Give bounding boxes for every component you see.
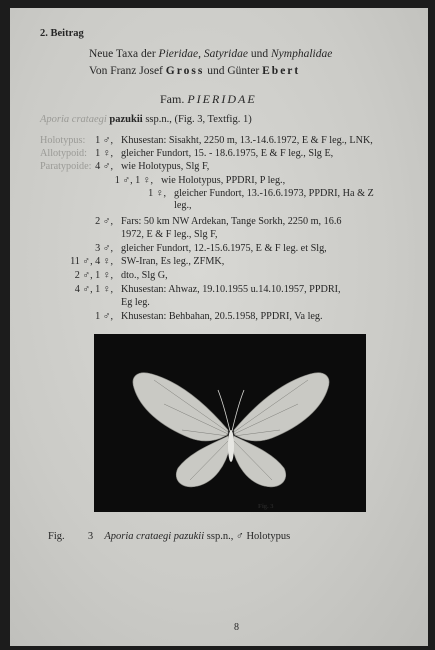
specimen-text: dto., Slg G, [121, 270, 168, 281]
specimen-count: 1 ♂, [95, 135, 113, 146]
specimen-entry [40, 134, 420, 147]
specimen-entry [40, 255, 420, 268]
butterfly-photo [94, 334, 366, 512]
specimen-text: leg., [174, 200, 192, 211]
specimen-count: 4 ♂, 1 ♀, [74, 284, 113, 295]
article-title: Neue Taxa der Pieridae, Satyridae und Nymphalidae [89, 48, 333, 60]
specimen-count: 2 ♂, [95, 216, 113, 227]
figure-inner-label: Fig. 3 [258, 503, 274, 510]
specimen-count: 1 ♀, [148, 188, 166, 199]
specimen-entry [40, 296, 420, 309]
specimen-entry [40, 199, 420, 212]
specimen-text: gleicher Fundort, 13.-16.6.1973, PPDRI, Ha & Z [174, 188, 374, 199]
specimen-count: 11 ♂, 4 ♀, [70, 256, 113, 267]
specimen-entry [40, 310, 420, 323]
book-page [10, 8, 428, 646]
specimen-text: gleicher Fundort, 12.-15.6.1975, E & F leg. et Slg, [121, 243, 327, 254]
specimen-count: 3 ♂, [95, 243, 113, 254]
specimen-count: 2 ♂, 1 ♀, [74, 270, 113, 281]
specimen-entry [40, 147, 420, 160]
specimen-text: SW-Iran, Es leg., ZFMK, [121, 256, 225, 267]
figure-caption: Fig. 3 Aporia crataegi pazukii ssp.n., ♂ Holotypus [48, 531, 291, 542]
specimen-count: 1 ♂, 1 ♀, [114, 175, 153, 186]
specimen-entry [40, 228, 420, 241]
specimen-text: gleicher Fundort, 15. - 18.6.1975, E & F leg., Slg E, [121, 148, 334, 159]
specimen-label: Allotypoid: [40, 148, 87, 159]
specimen-text: wie Holotypus, Slg F, [121, 161, 210, 172]
specimen-text: Khusestan: Sisakht, 2250 m, 13.-14.6.1972, E & F leg., LNK, [121, 135, 373, 146]
specimen-label: Paratypoide: [40, 161, 92, 172]
article-authors: Von Franz Josef Gross und Günter Ebert [89, 65, 301, 77]
specimen-count: 1 ♂, [95, 311, 113, 322]
species-heading: Aporia crataegi pazukii ssp.n., (Fig. 3, Textfig. 1) [40, 114, 252, 125]
butterfly-image [94, 334, 366, 512]
specimen-text: Khusestan: Ahwaz, 19.10.1955 u.14.10.1957, PPDRI, [121, 284, 341, 295]
specimen-text: 1972, E & F leg., Slg F, [121, 229, 218, 240]
specimen-text: Fars: 50 km NW Ardekan, Tange Sorkh, 2250 m, 16.6 [121, 216, 342, 227]
specimen-entry [40, 269, 420, 282]
series-heading: 2. Beitrag [40, 28, 84, 39]
specimen-text: wie Holotypus, PPDRI, P leg., [161, 175, 286, 186]
page-number: 8 [234, 622, 239, 633]
specimen-entry [40, 174, 420, 187]
specimen-text: Khusestan: Behbahan, 20.5.1958, PPDRI, Va leg. [121, 311, 323, 322]
specimen-entry [40, 160, 420, 173]
specimen-entry [40, 242, 420, 255]
specimen-count: 4 ♂, [95, 161, 113, 172]
family-heading: Fam. PIERIDAE [160, 92, 257, 106]
specimen-entry [40, 283, 420, 296]
specimen-label: Holotypus: [40, 135, 86, 146]
specimen-entry [40, 215, 420, 228]
specimen-count: 1 ♀, [95, 148, 113, 159]
specimen-text: Eg leg. [121, 297, 150, 308]
